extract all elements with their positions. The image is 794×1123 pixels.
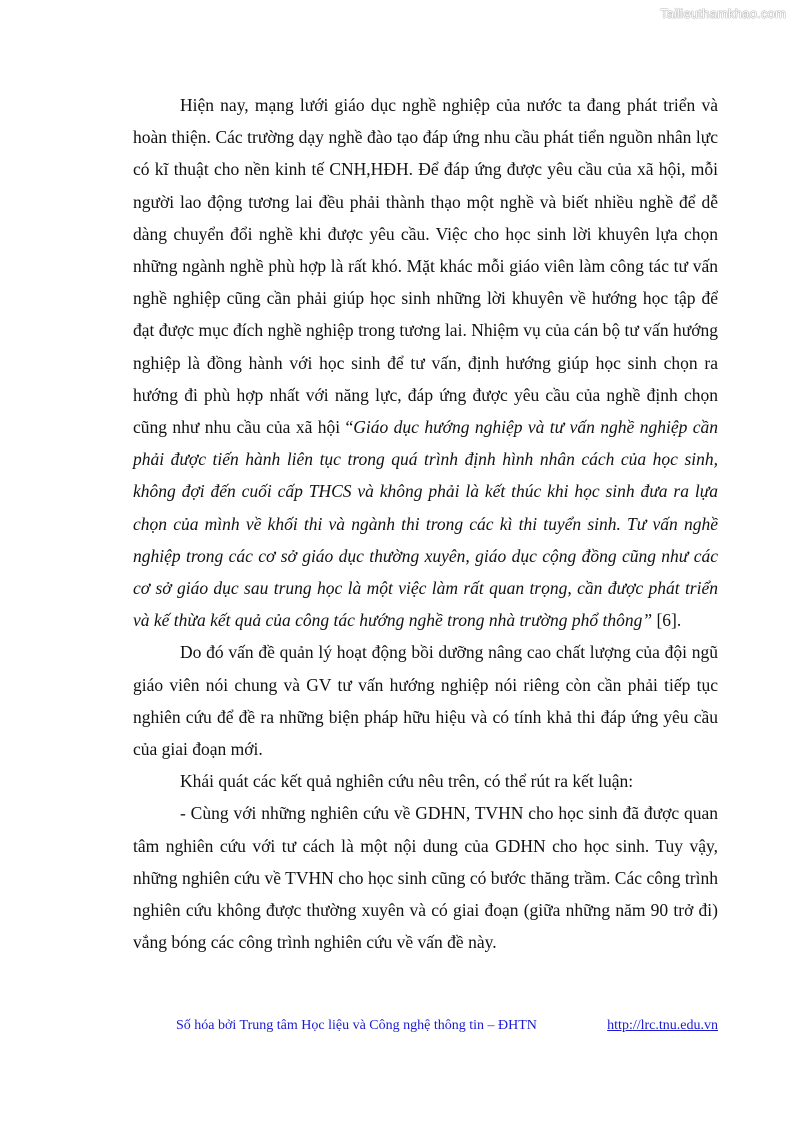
paragraph-text: Hiện nay, mạng lưới giáo dục nghề nghiệp của nước ta đang phát triển và hoàn thiện. Các trường dạy nghề đào tạo đáp ứng nhu cầu phát tiển nguồn nhân lực có kĩ thuật cho nền kinh tế CNH,HĐH. Để đáp ứng được yêu cầu của xã hội, mỗi người lao động tương lai đều phải thành thạo một nghề và biết nhiều nghề để dễ dàng chuyển đổi nghề khi được yêu cầu. Việc cho học sinh lời khuyên lựa chọn những ngành nghề phù hợp là rất khó. Mặt khác mỗi giáo viên làm công tác tư vấn nghề nghiệp cũng cần phải giúp học sinh những lời khuyên về hướng học tập để đạt được mục đích nghề nghiệp trong tương lai. Nhiệm vụ của cán bộ tư vấn hướng nghiệp là đồng hành với học sinh để tư vấn, định hướng giúp học sinh chọn ra hướng đi phù hợp nhất với năng lực, đáp ứng được yêu cầu của nghề định chọn cũng như nhu cầu của xã hội “ [133,95,718,438]
paragraph [133,89,718,636]
footer-credit: Số hóa bởi Trung tâm Học liệu và Công nghệ thông tin – ĐHTN [176,1018,537,1033]
quotation: Giáo dục hướng nghiệp và tư vấn nghề nghiệp cần phải được tiến hành liên tục trong quá trình định hình nhân cách của học sinh, không đợi đến cuối cấp THCS và không phải là kết thúc khi học sinh đưa ra lựa chọn của mình về khối thi và ngành thi trong các kì thi tuyển sinh. Tư vấn nghề nghiệp trong các cơ sở giáo dục thường xuyên, giáo dục cộng đồng cũng như các cơ sở giáo dục sau trung học là một việc làm rất quan trọng, cần được phát triển và kế thừa kết quả của công tác hướng nghề trong nhà trường phổ thông” [133,417,718,631]
paragraph: Khái quát các kết quả nghiên cứu nêu trên, có thể rút ra kết luận: [180,771,634,792]
paragraph: Do đó vấn đề quản lý hoạt động bồi dưỡng nâng cao chất lượng của đội ngũ giáo viên nói chung và GV tư vấn hướng nghiệp nói riêng còn cần phải tiếp tục nghiên cứu để đề ra những biện pháp hữu hiệu và có tính khả thi đáp ứng yêu cầu của giai đoạn mới. [133,642,718,760]
paragraph: - Cùng với những nghiên cứu về GDHN, TVHN cho học sinh đã được quan tâm nghiên cứu với tư cách là một nội dung của GDHN cho học sinh. Tuy vậy, những nghiên cứu về TVHN cho học sinh cũng có bước thăng trầm. Các công trình nghiên cứu không được thường xuyên và có giai đoạn (giữa những năm 90 trở đi) vắng bóng các công trình nghiên cứu về vấn đề này. [133,803,718,953]
document-body [133,89,718,958]
page-footer [176,1018,718,1034]
citation: [6]. [652,610,682,631]
footer-link[interactable]: http://lrc.tnu.edu.vn [607,1018,718,1033]
watermark: Tailieuthamkhao.com [660,6,786,21]
